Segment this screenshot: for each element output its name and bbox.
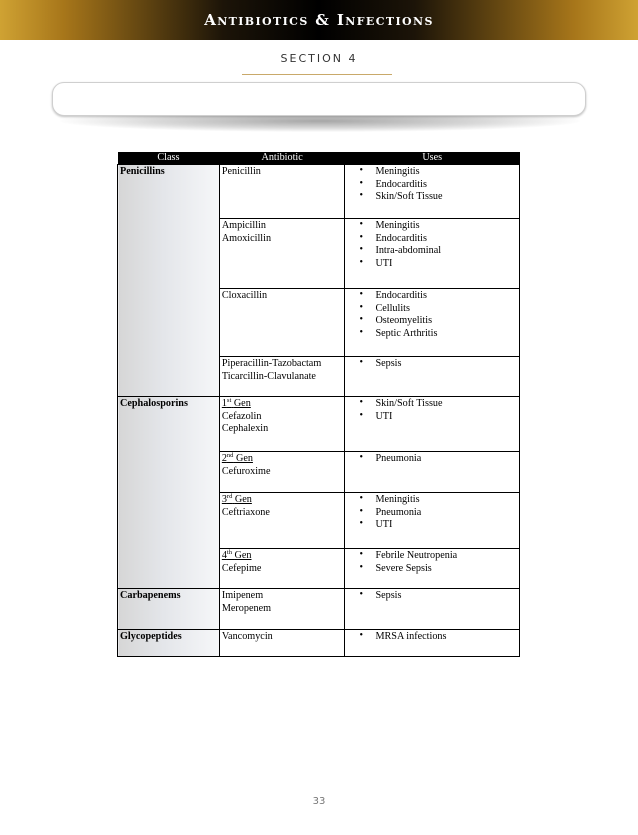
antibiotic-cell [219,630,345,657]
antibiotic-name: Cloxacillin [221,290,268,301]
use-item: • Endocarditis [347,290,517,303]
uses-cell [345,397,520,452]
uses-cell [345,357,520,397]
use-item: • Pneumonia [347,453,517,466]
section-label: SECTION 4 [280,52,358,65]
table-row [118,397,520,452]
uses-list [347,494,517,532]
antibiotic-cell [219,357,345,397]
antibiotic-name: Cefepime [221,562,262,574]
antibiotic-cell [219,589,345,630]
class-cell-carbapenems: Carbapenems [118,589,220,630]
antibiotic-cell [219,452,345,493]
table-header-row [118,152,520,165]
class-cell-penicillins: Penicillins [118,165,220,397]
antibiotic-cell [219,397,345,452]
use-item: • Septic Arthritis [347,328,517,341]
use-item: • Endocarditis [347,179,517,192]
antibiotic-name: Cephalexin [221,423,269,434]
antibiotic-name: Penicillin [221,166,261,177]
uses-list [347,550,517,575]
antibiotic-cell [219,219,345,289]
use-item: • Febrile Neutropenia [347,550,517,563]
use-item: • Sepsis [347,358,517,371]
antibiotic-name: Cefuroxime [221,465,271,477]
antibiotic-name: Amoxicillin [221,232,272,244]
use-item: • Meningitis [347,220,517,233]
generation-label: 1st Gen [221,397,251,409]
uses-cell [345,630,520,657]
generation-label: 3rd Gen [221,493,252,505]
antibiotics-table [117,152,520,657]
use-item: • UTI [347,519,517,532]
use-item: • Osteomyelitis [347,315,517,328]
uses-cell [345,165,520,219]
header-class: Class [118,152,220,165]
use-item: • Skin/Soft Tissue [347,398,517,411]
uses-list [347,358,517,371]
uses-cell [345,589,520,630]
use-item: • Severe Sepsis [347,563,517,576]
antibiotic-cell [219,493,345,549]
table-row [118,630,520,657]
uses-cell [345,289,520,357]
uses-list [347,166,517,204]
use-item: • Endocarditis [347,233,517,246]
title-box [52,82,586,116]
antibiotic-name: Piperacillin-Tazobactam [221,358,322,369]
use-item: • Intra-abdominal [347,245,517,258]
uses-list [347,290,517,340]
header-antibiotic: Antibiotic [219,152,345,165]
class-cell-cephalosporins: Cephalosporins [118,397,220,589]
antibiotic-name: Ticarcillin-Clavulanate [221,370,316,382]
uses-list [347,631,517,644]
use-item: • MRSA infections [347,631,517,644]
header-uses: Uses [345,152,520,165]
use-item: • Sepsis [347,590,517,603]
uses-list [347,398,517,423]
header-title: Antibiotics & Infections [204,11,434,29]
uses-cell [345,549,520,589]
antibiotic-cell [219,549,345,589]
uses-cell [345,493,520,549]
antibiotic-name: Meropenem [221,602,272,614]
page-number: 33 [312,796,326,807]
use-item: • Meningitis [347,494,517,507]
antibiotic-name: Vancomycin [221,631,273,642]
use-item: • Pneumonia [347,507,517,520]
class-cell-glycopeptides: Glycopeptides [118,630,220,657]
uses-cell [345,219,520,289]
uses-list [347,590,517,603]
uses-list [347,453,517,466]
use-item: • Meningitis [347,166,517,179]
generation-label: 4th Gen [221,549,252,561]
antibiotic-name: Cefazolin [221,410,262,422]
use-item: • UTI [347,411,517,424]
antibiotic-name: Ampicillin [221,220,266,231]
uses-list [347,220,517,270]
section-divider [242,74,392,75]
antibiotic-cell [219,289,345,357]
table-row [118,165,520,219]
antibiotic-name: Imipenem [221,590,264,601]
table-row [118,589,520,630]
antibiotic-name: Ceftriaxone [221,506,270,518]
header-banner [0,0,638,40]
uses-cell [345,452,520,493]
use-item: • Skin/Soft Tissue [347,191,517,204]
use-item: • UTI [347,258,517,271]
use-item: • Cellulits [347,303,517,316]
antibiotic-cell [219,165,345,219]
generation-label: 2nd Gen [221,452,253,464]
